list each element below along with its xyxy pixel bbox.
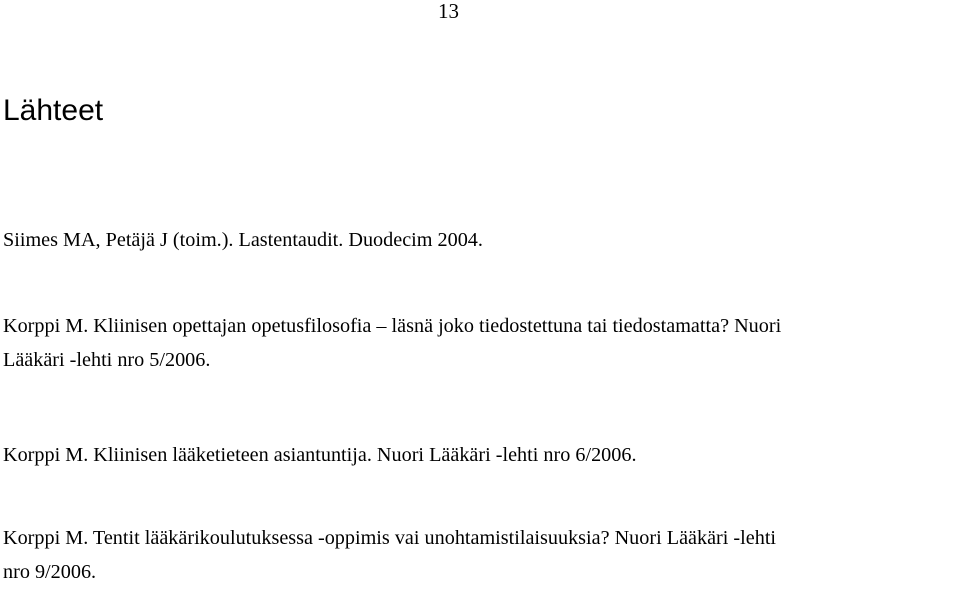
reference-line: nro 9/2006. bbox=[3, 561, 97, 583]
reference-line: Korppi M. Kliinisen opettajan opetusfilosofia – läsnä joko tiedostettuna tai tiedostamatta? Nuori bbox=[3, 315, 782, 337]
reference-line: Korppi M. Kliinisen lääketieteen asiantuntija. Nuori Lääkäri -lehti nro 6/2006. bbox=[3, 444, 637, 466]
reference-item-4 bbox=[3, 521, 959, 589]
reference-line: Lääkäri -lehti nro 5/2006. bbox=[3, 349, 211, 371]
reference-item-2 bbox=[3, 309, 959, 377]
reference-item-1 bbox=[3, 223, 959, 257]
reference-line: Siimes MA, Petäjä J (toim.). Lastentaudit. Duodecim 2004. bbox=[3, 229, 483, 251]
page-number: 13 bbox=[438, 0, 459, 23]
reference-item-3 bbox=[3, 438, 959, 472]
page-title: Lähteet bbox=[3, 94, 104, 127]
reference-line: Korppi M. Tentit lääkärikoulutuksessa -oppimis vai unohtamistilaisuuksia? Nuori Lääkäri -lehti bbox=[3, 527, 777, 549]
